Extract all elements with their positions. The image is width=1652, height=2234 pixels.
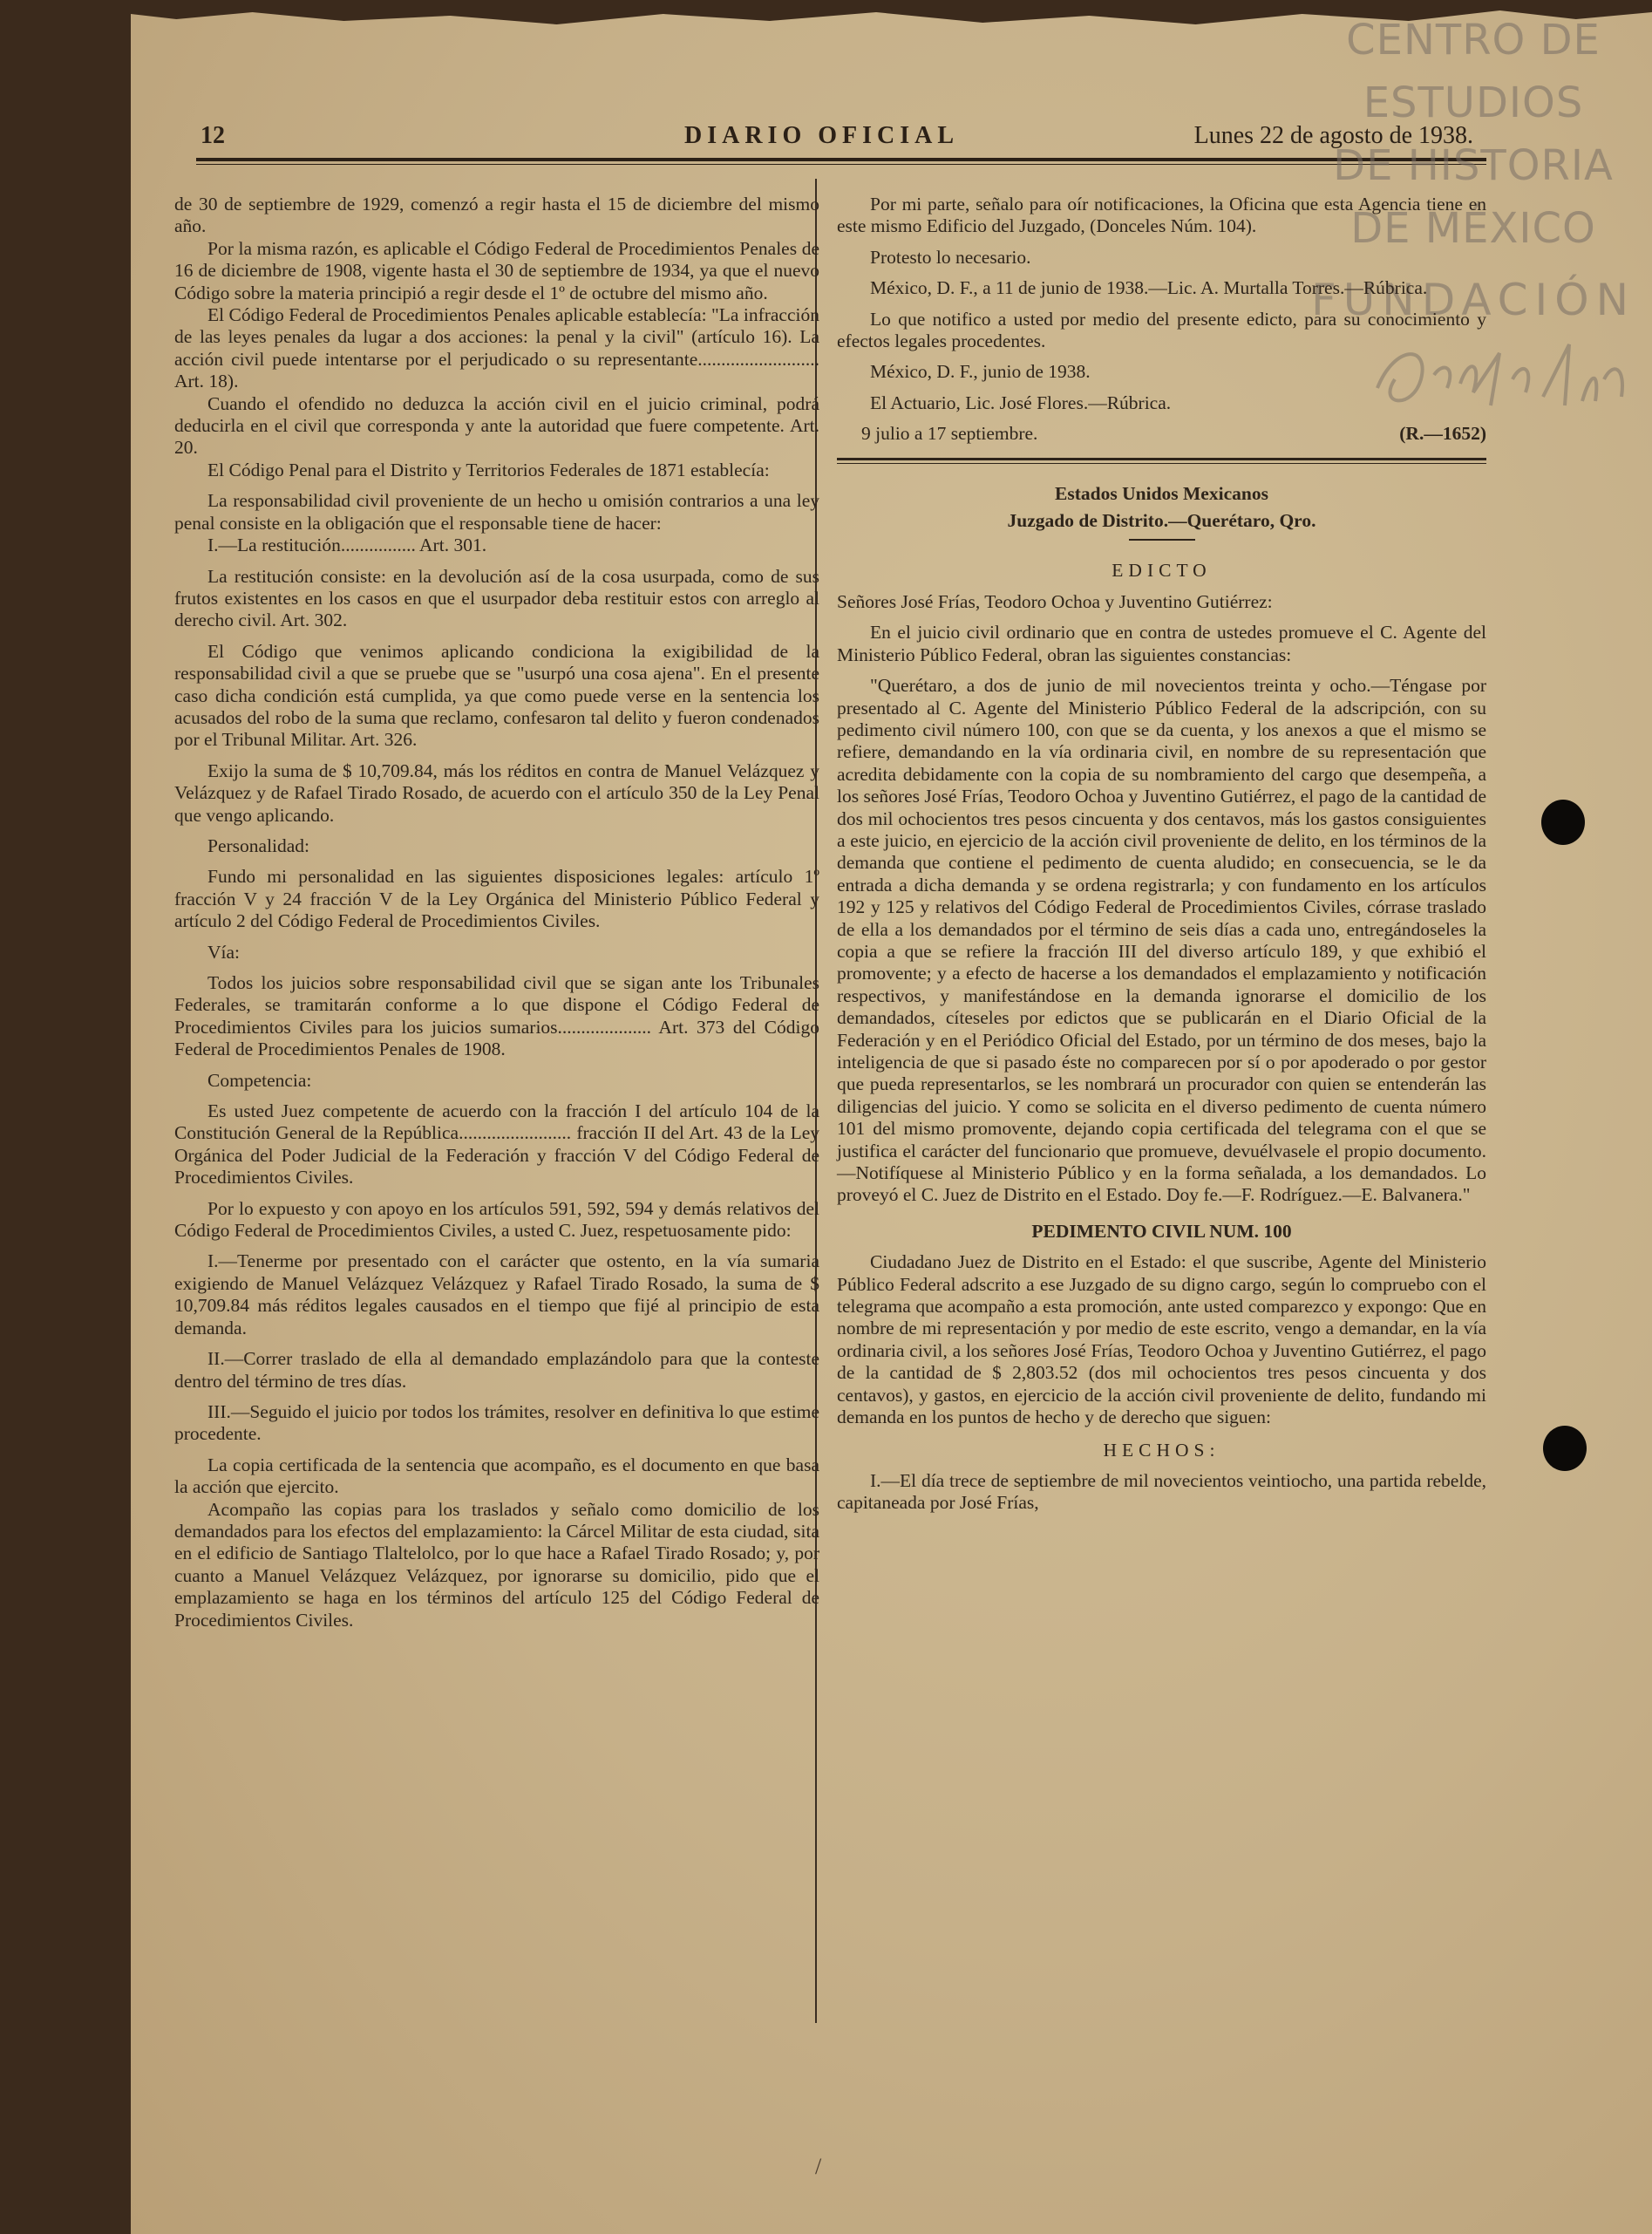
header-rule-thin: [196, 164, 1486, 165]
edicto-title: EDICTO: [1112, 560, 1212, 582]
publication-line: [837, 423, 1486, 445]
watermark-line: DE HISTORIA: [1333, 141, 1614, 190]
paragraph: México, D. F., a 11 de junio de 1938.—Lic. A. Murtalla Torres.—Rúbrica.: [870, 277, 1428, 299]
addressees: Señores José Frías, Teodoro Ochoa y Juventino Gutiérrez:: [837, 590, 1273, 612]
publication-dates: 9 julio a 17 septiembre.: [861, 423, 1038, 445]
section-label: Personalidad:: [207, 834, 310, 856]
newspaper-title: DIARIO OFICIAL: [684, 122, 960, 149]
watermark-line: FUNDACIÓN: [1310, 275, 1636, 325]
paragraph: La copia certificada de la sentencia que acompaño, es el documento en que basa la acción que ejercito.: [174, 1454, 819, 1498]
paragraph: Todos los juicios sobre responsabilidad civil que se sigan ante los Tribunales Federales, se tramitarán conforme a lo que dispone el Código Federal de Procedimientos Civiles para los juicios sumarios.................... Art. 373 del Código Federal de Procedimientos Penales de 1908.: [174, 972, 819, 1060]
punch-hole: [1541, 800, 1585, 845]
hechos-title: HECHOS:: [1103, 1439, 1220, 1461]
paragraph: Es usted Juez competente de acuerdo con la fracción I del artículo 104 de la Constitución General de la República........................ fracción II del Art. 43 de la Ley Orgánica del Poder Judicial de la Federación y fracción V del Código Federal de Procedimientos Civiles.: [174, 1100, 819, 1189]
pedimento-title: PEDIMENTO CIVIL NUM. 100: [1031, 1220, 1292, 1242]
paragraph: Por mi parte, señalo para oír notificaciones, la Oficina que esta Agencia tiene en este mismo Edificio del Juzgado, (Donceles Núm. 104).: [837, 194, 1486, 237]
section-rule-thin: [837, 463, 1486, 464]
paragraph: El Código Penal para el Distrito y Territorios Federales de 1871 establecía:: [207, 459, 770, 480]
watermark-line: CENTRO DE: [1346, 16, 1601, 65]
paragraph: de 30 de septiembre de 1929, comenzó a regir hasta el 15 de diciembre del mismo año.: [174, 194, 819, 237]
publication-ref: (R.—1652): [1399, 423, 1486, 445]
paragraph: El Código Federal de Procedimientos Penales aplicable establecía: "La infracción de las leyes penales da lugar a dos acciones: la penal y la civil" (artículo 16). La acción civil puede intentarse por el perjudicado o su representante.......................... Art. 18).: [174, 304, 819, 392]
paragraph: Acompaño las copias para los traslados y señalo como domicilio de los demandados para los efectos del emplazamiento: la Cárcel Militar de esta ciudad, sita en el edificio de Santiago Tlaltelolco, por lo que hace a Rafael Tirado Rosado; y, por cuanto a Manuel Velázquez Velázquez, por ignorarse su domicilio, pido que el emplazamiento se haga en los términos del artículo 125 del Código Federal de Procedimientos Civiles.: [174, 1498, 819, 1631]
paragraph: Exijo la suma de $ 10,709.84, más los réditos en contra de Manuel Velázquez y Velázquez y de Rafael Tirado Rosado, de acuerdo con el artículo 350 de la Ley Penal que vengo aplicando.: [174, 759, 819, 826]
paragraph: El Actuario, Lic. José Flores.—Rúbrica.: [870, 392, 1172, 413]
paragraph: Lo que notifico a usted por medio del presente edicto, para su conocimiento y efectos legales procedentes.: [837, 308, 1486, 352]
watermark-line: ESTUDIOS: [1363, 78, 1584, 127]
right-column: [837, 194, 1486, 1515]
paragraph: Cuando el ofendido no deduzca la acción civil en el juicio criminal, podrá deducirla en el civil que corresponda y ante la autoridad que fuere competente. Art. 20.: [174, 392, 819, 459]
court-order-quote: "Querétaro, a dos de junio de mil novecientos treinta y ocho.—Téngase por presentado al C. Agente del Ministerio Público Federal de la adscripción, con su pedimento civil número 100, con que se da cuenta, y los anexos a que el mismo se refiere, demandando en la vía ordinaria civil, en nombre de su representación que acredita debidamente con la copia de su nombramiento del cargo que desempeña, a los señores José Frías, Teodoro Ochoa y Juventino Gutiérrez, el pago de la cantidad de dos mil ochocientos tres pesos cincuenta y dos centavos, más los gastos consiguientes a este juicio, en ejercicio de la acción civil proveniente de delito, en los términos de la demanda que contiene el pedimento de cuenta aludido; en consecuencia, se le da entrada a dicha demanda y se ordena registrarla; y con fundamento en los artículos 192 y 125 y relativos del Código Federal de Procedimientos Civiles, córrase traslado de ella a los demandados por el término de seis días a cada uno, entregándoseles la copia a que se refiere la fracción III del diverso artículo 189, y que exhibió el promovente; y a efecto de hacerse a los demandados el emplazamiento y notificación respectivos, y manifestándose en la demanda ignorarse el domicilio de los demandados, cíteseles por edictos que se publicarán en el Diario Oficial de la Federación y en el Periódico Oficial del Estado, por un término de dos meses, bajo la inteligencia de que si pasado éste no comparecen por sí o por apoderado o por gestor que pueda representarlos, se les nombrará un procurador con quien se entenderán las diligencias del juicio. Y como se solicita en el diverso pedimento de cuenta número 101 del mismo promovente, dejando copia certificada del telegrama con el que se justifica el carácter del funcionario que promueve, devuélvasele el propio documento.—Notifíquese al Ministerio Público y en la forma señalada, a los demandados. Lo proveyó el C. Juez de Distrito en el Estado. Doy fe.—F. Rodríguez.—E. Balvanera.": [837, 675, 1486, 1206]
section-label: Competencia:: [207, 1069, 312, 1091]
heading-rule: [1129, 539, 1195, 541]
paragraph: Por la misma razón, es aplicable el Código Federal de Procedimientos Penales de 16 de diciembre de 1908, vigente hasta el 30 de septiembre de 1934, ya que el nuevo Código sobre la materia principió a regir desde el 1º de octubre del mismo año.: [174, 237, 819, 303]
paragraph: En el juicio civil ordinario que en contra de ustedes promueve el C. Agente del Ministerio Público Federal, obran las siguientes constancias:: [837, 622, 1486, 665]
left-column: [174, 194, 819, 1631]
section-label: Vía:: [207, 941, 241, 963]
paragraph: Protesto lo necesario.: [870, 246, 1031, 268]
paragraph: Fundo mi personalidad en las siguientes disposiciones legales: artículo 1º fracción V y 24 fracción V de la Ley Orgánica del Ministerio Público Federal y artículo 2 del Código Federal de Procedimientos Civiles.: [174, 866, 819, 932]
watermark-line: DE MÉXICO: [1350, 204, 1596, 253]
paragraph: II.—Correr traslado de ella al demandado emplazándolo para que la conteste dentro del término de tres días.: [174, 1348, 819, 1392]
page-number: 12: [201, 122, 225, 149]
paragraph: México, D. F., junio de 1938.: [870, 361, 1091, 383]
header-rule: [196, 158, 1486, 161]
paragraph: I.—La restitución................ Art. 301.: [207, 535, 487, 556]
paragraph: La responsabilidad civil proveniente de un hecho u omisión contrarios a una ley penal consiste en la obligación que el responsable tiene de hacer:: [174, 490, 819, 534]
paragraph: La restitución consiste: en la devolución así de la cosa usurpada, como de sus frutos existentes en los casos en que el usurpador deba restituir estos con arreglo al derecho civil. Art. 302.: [174, 565, 819, 631]
paragraph: El Código que venimos aplicando condiciona la exigibilidad de la responsabilidad civil a que se pruebe que se "usurpó una cosa ajena". En el presente caso dicha condición está cumplida, ya que como puede verse en la sentencia los acusados del robo de la suma que reclamo, confesaron tal delito y fueron condenados por el Tribunal Militar. Art. 326.: [174, 640, 819, 751]
paragraph: III.—Seguido el juicio por todos los trámites, resolver en definitiva lo que estime procedente.: [174, 1400, 819, 1445]
heading-court: Juzgado de Distrito.—Querétaro, Qro.: [1007, 510, 1316, 532]
section-rule: [837, 458, 1486, 460]
paragraph: I.—El día trece de septiembre de mil novecientos veintiocho, una partida rebelde, capitaneada por José Frías,: [837, 1469, 1486, 1514]
paragraph: I.—Tenerme por presentado con el carácter que ostento, en la vía sumaria exigiendo de Manuel Velázquez Velázquez y Rafael Tirado Rosado, la suma de $ 10,709.84 más réditos legales causados en el tiempo que fijé al principio de esta demanda.: [174, 1250, 819, 1338]
footer-mark: /: [815, 2154, 822, 2179]
punch-hole: [1543, 1426, 1587, 1471]
paragraph: Por lo expuesto y con apoyo en los artículos 591, 592, 594 y demás relativos del Código Federal de Procedimientos Civiles, a usted C. Juez, respetuosamente pido:: [174, 1197, 819, 1242]
paragraph: Ciudadano Juez de Distrito en el Estado: el que suscribe, Agente del Ministerio Público Federal adscrito a ese Juzgado de su digno cargo, según lo compruebo con el telegrama que acompaño a esta promoción, ante usted comparezco y expongo: Que en nombre de mi representación y por medio de este escrito, vengo a demandar, en la vía ordinaria civil, a los señores José Frías, Teodoro Ochoa y Juventino Gutiérrez, el pago de la cantidad de $ 2,803.52 (dos mil ochocientos tres pesos cincuenta y dos centavos), y gastos, en ejercicio de la acción civil proveniente de delito, fundando mi demanda en los puntos de hecho y de derecho que siguen:: [837, 1251, 1486, 1428]
issue-date: Lunes 22 de agosto de 1938.: [1193, 122, 1473, 149]
heading-country: Estados Unidos Mexicanos: [1055, 482, 1268, 504]
page-header: [201, 122, 1473, 157]
